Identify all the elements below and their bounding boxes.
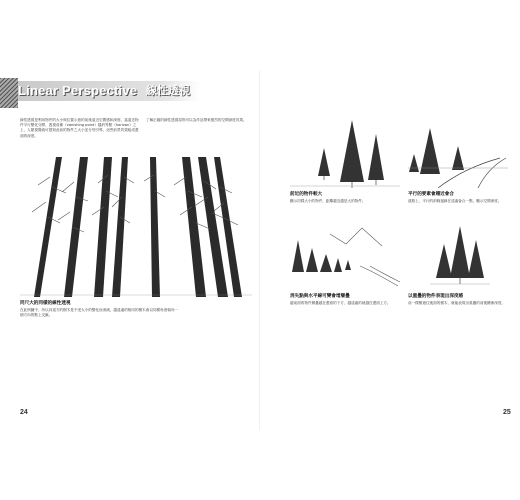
converging-road-illustration [408, 128, 508, 190]
near-far-trees-illustration [290, 120, 400, 190]
title-texture-swatch [0, 78, 18, 108]
caption2-text: 道路上，平行的兩條邊線在遠處會合一點，顯示空間深度。 [408, 199, 502, 203]
caption1-title: 前近的物件較大 [290, 192, 323, 197]
overlapping-trees-illustration [420, 226, 500, 288]
left-caption-text: 在此例圖中，所以向遠方的樹木是不受大小的變化而消減，越遠處的相同的樹木會以同樣角度朝向一個方向的點上交匯。 [20, 308, 179, 317]
intro-paragraph: 線性透視是利用物件的大小與位置示意的前後遠近空間感和深度。當遠近物件平行變化分開、透視成像（vanishing point）隱約等點（horizon）之上，人類視覺就可感知此前的物件之大小並分別引導，這些前景效果組成畫面的深度。 [20, 118, 139, 138]
section-title-english: Linear Perspective [18, 83, 138, 98]
caption3-text: 越前面的物件層疊越在畫面的下方，越遠處的就越在畫面上方。 [290, 301, 391, 305]
caption3-title: 消失點與水平線可變會增層疊 [290, 294, 350, 299]
caption4-text: 前一棵樹遮住後面的樹木，就能表現出重疊的前後關係深度。 [408, 301, 506, 305]
tall-tree-trunks-illustration [20, 157, 252, 297]
caption4-title: 以重疊的物件表現出深度感 [408, 294, 464, 299]
left-caption-title: 同尺大的同樣的線性透視 [20, 301, 71, 306]
caption2-title: 平行的要素會趨近會合 [408, 192, 454, 197]
layered-trees-path-illustration [290, 226, 400, 288]
section-title-banner [0, 78, 200, 108]
section-title-chinese: 線性透視 [146, 84, 190, 97]
right-page [260, 0, 520, 500]
caption1-text: 顯示同樣大小的物件，距離越近越是大的物件。 [290, 199, 366, 203]
right-column-paragraph: 了解正確的線性透視原則可以為作品帶來強烈的空間深度效果。 [146, 118, 247, 122]
page-number-left: 24 [20, 409, 28, 416]
page-number-right: 25 [503, 409, 511, 416]
